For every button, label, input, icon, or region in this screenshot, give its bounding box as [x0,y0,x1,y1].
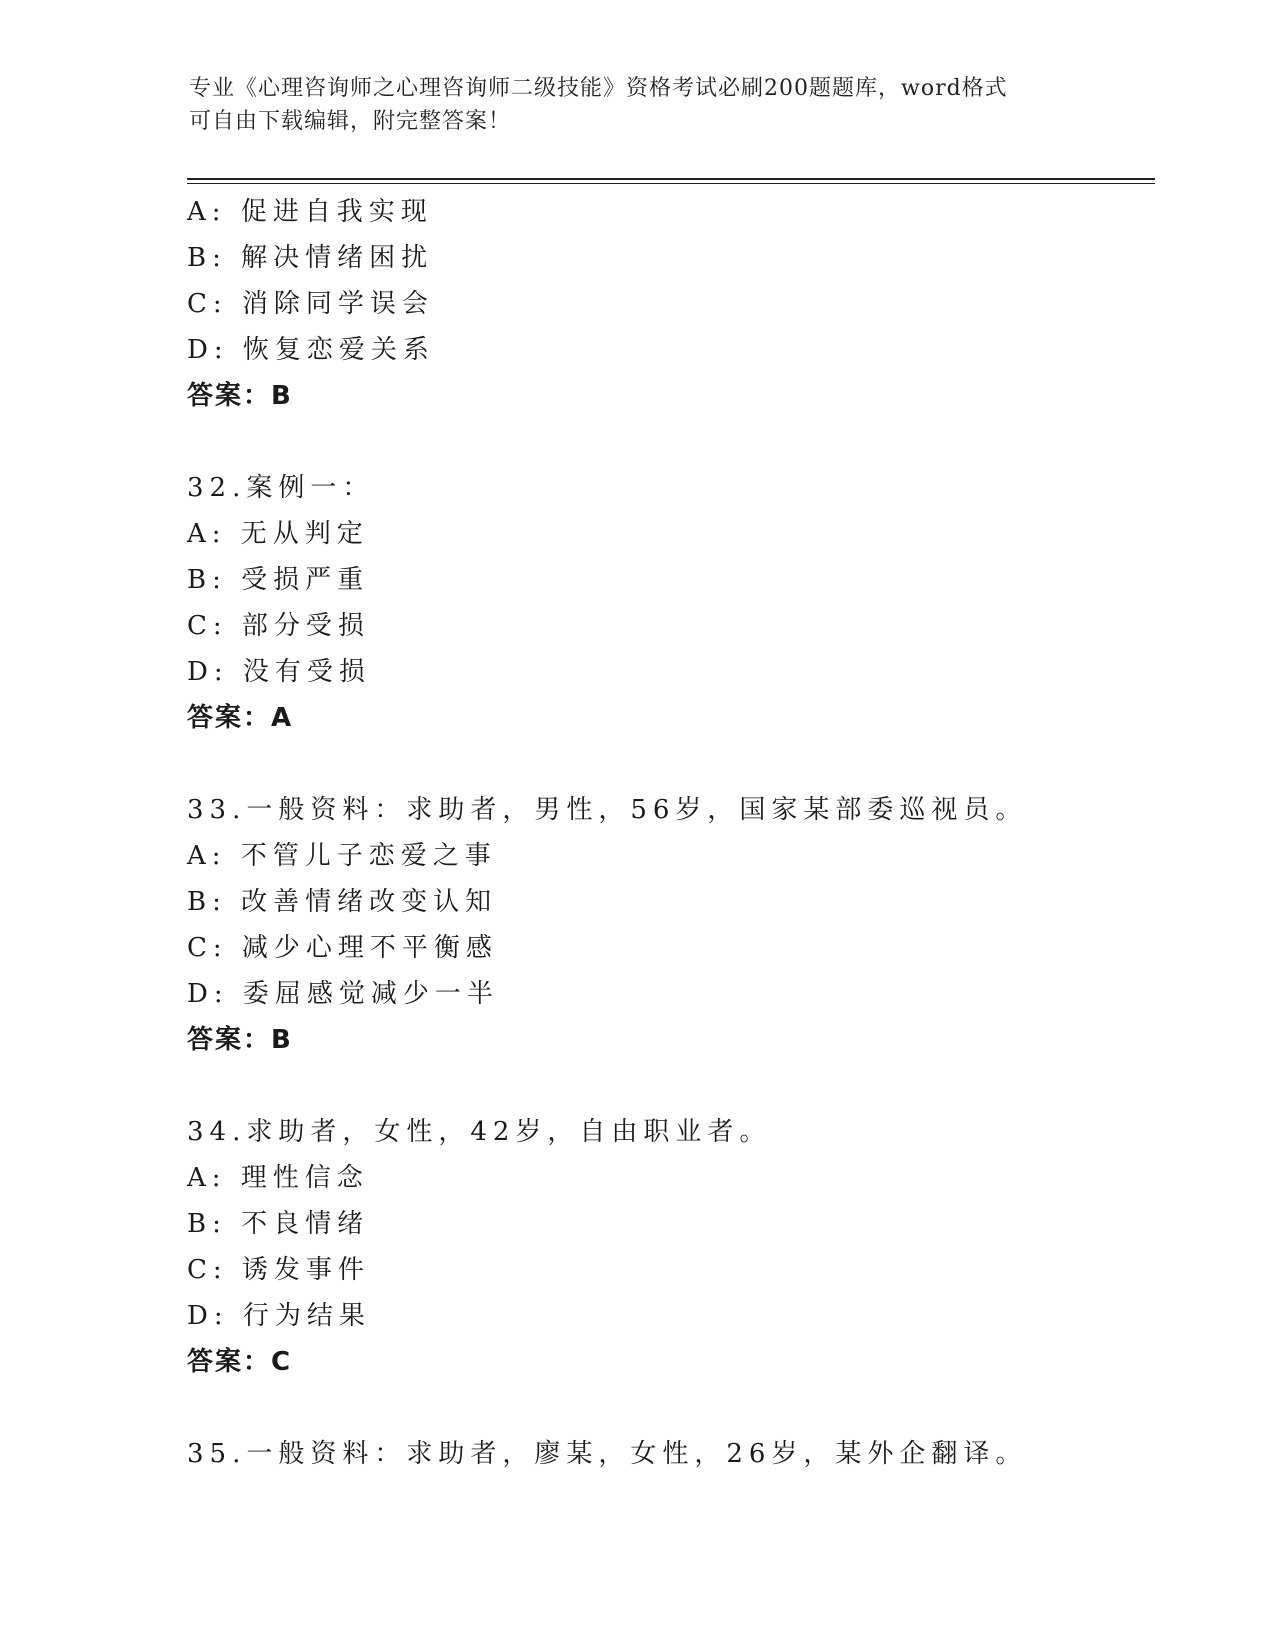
option-a: A: 不管儿子恋爱之事 [187,841,497,871]
spacer [187,419,1147,465]
question-stem: 33.一般资料：求助者，男性，56岁，国家某部委巡视员。 [187,795,1028,825]
option-d: D: 委屈感觉减少一半 [187,979,499,1009]
spacer [187,741,1147,787]
option-d: D: 行为结果 [187,1301,371,1331]
question-stem: 34.求助者，女性，42岁，自由职业者。 [187,1117,772,1147]
question-35-block [187,1431,1147,1477]
option-a: A: 无从判定 [187,519,369,549]
answer-line: 答案：A [187,703,294,733]
question-31-block [187,189,1147,419]
option-a: A: 理性信念 [187,1163,369,1193]
header-title-line-2: 可自由下载编辑，附完整答案！ [189,109,512,134]
option-c: C: 诱发事件 [187,1255,370,1285]
option-b: B: 不良情绪 [187,1209,370,1239]
option-b: B: 解决情绪困扰 [187,243,434,273]
question-34-block [187,1109,1147,1385]
question-32-block [187,465,1147,741]
option-d: D: 恢复恋爱关系 [187,335,435,365]
spacer [187,1385,1147,1431]
question-33-block [187,787,1147,1063]
answer-line: 答案：B [187,1025,293,1055]
option-c: C: 消除同学误会 [187,289,434,319]
answer-line: 答案：B [187,381,293,411]
question-stem: 32.案例一： [187,473,375,503]
answer-line: 答案：C [187,1347,293,1377]
spacer [187,1063,1147,1109]
option-c: C: 减少心理不平衡感 [187,933,498,963]
header-divider-thin [187,183,1155,184]
question-stem: 35.一般资料：求助者，廖某，女性，26岁，某外企翻译。 [187,1439,1028,1469]
option-b: B: 受损严重 [187,565,370,595]
header-title-line-1: 专业《心理咨询师之心理咨询师二级技能》资格考试必刷200题题库，word格式 [189,76,1008,101]
option-a: A: 促进自我实现 [187,197,433,227]
document-header [189,72,1089,138]
option-b: B: 改善情绪改变认知 [187,887,498,917]
option-c: C: 部分受损 [187,611,370,641]
header-divider-thick [187,178,1155,180]
question-list [187,189,1147,1477]
option-d: D: 没有受损 [187,657,371,687]
